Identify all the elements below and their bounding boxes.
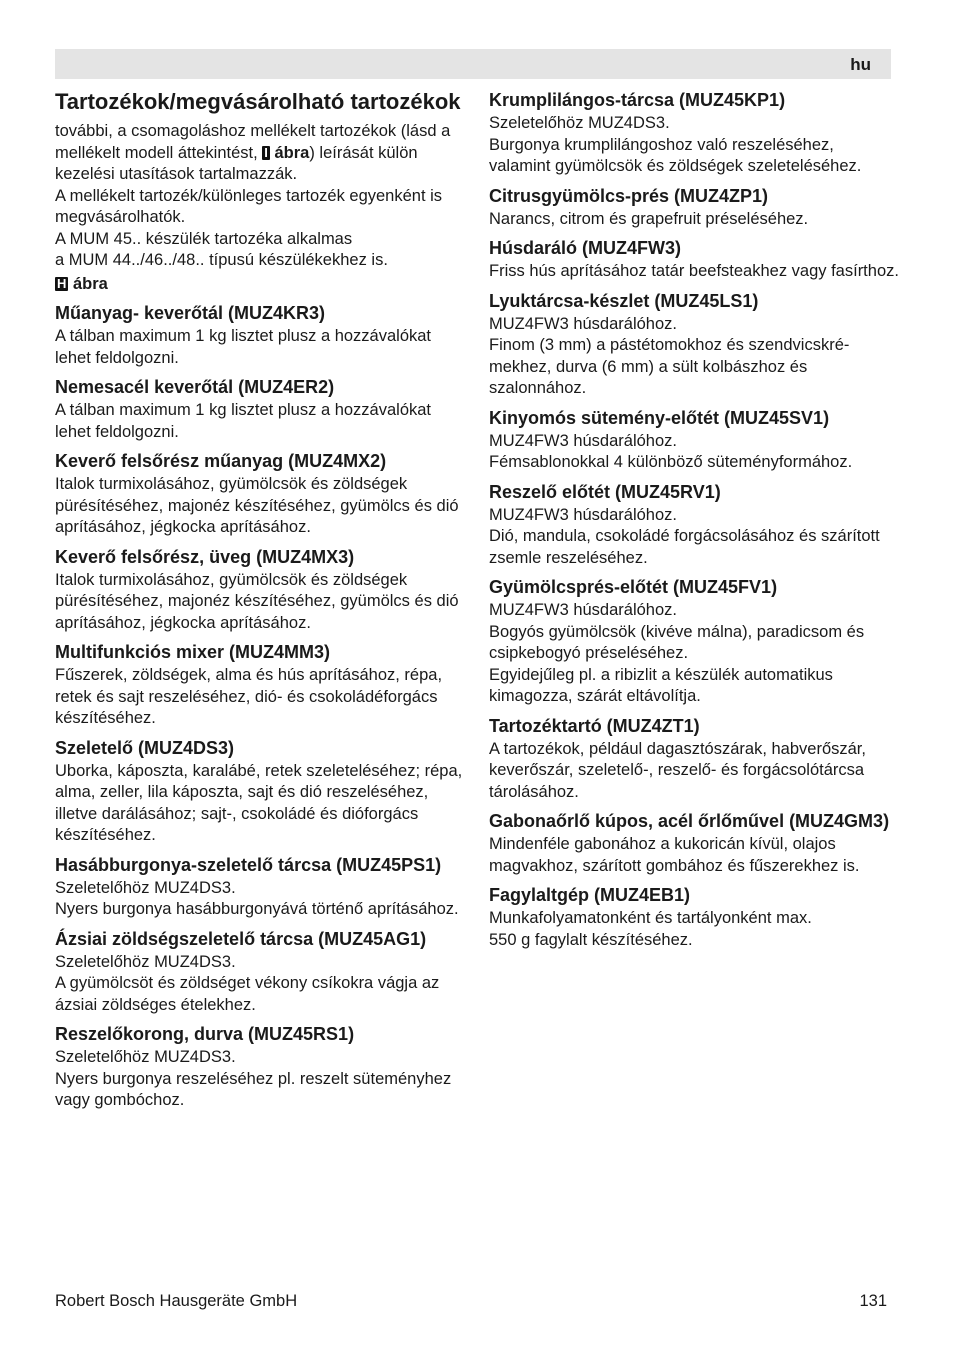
- accessory-title: Gyümölcsprés-előtét (MUZ45FV1): [489, 577, 778, 597]
- accessory-description: 550 g fagylalt készítéséhez.: [489, 930, 693, 949]
- accessory-title: Ázsiai zöldségszeletelő tárcsa (MUZ45AG1): [55, 928, 427, 949]
- accessory-description: Nyers burgonya hasábburgonyává történő aprításához.: [55, 900, 459, 918]
- accessory-description: A tartozékok, például dagasztószárak, habverőszár, keverőszár, szeletelő-, reszelő- és forgácsolótárcsa tárolásához.: [489, 739, 866, 801]
- accessory-description: MUZ4FW3 húsdarálóhoz.: [489, 314, 677, 333]
- figure-marker-icon: I: [264, 144, 268, 160]
- accessory-description: Bogyós gyümölcsök (kivéve málna), paradicsom és csipkebogyó préseléséhez.: [489, 622, 865, 662]
- accessory-description: Fémsablonokkal 4 különböző süteményformához.: [489, 453, 853, 471]
- accessory-title: Hasábburgonya-szeletelő tárcsa (MUZ45PS1): [55, 854, 442, 875]
- accessory-title: Citrusgyümölcs-prés (MUZ4ZP1): [489, 185, 769, 206]
- accessory-description: MUZ4FW3 húsdarálóhoz.: [489, 431, 677, 450]
- accessory-title: Keverő felsőrész műanyag (MUZ4MX2): [55, 451, 387, 471]
- accessory-description: Szeletelőhöz MUZ4DS3.: [489, 114, 670, 132]
- accessory-title: Reszelő előtét (MUZ45RV1): [489, 481, 721, 502]
- accessory-title: Reszelőkorong, durva (MUZ45RS1): [55, 1024, 355, 1044]
- intro-paragraph-3a: A MUM 45.. készülék tartozéka alkalmas: [55, 229, 353, 248]
- left-accessory-list: [55, 301, 465, 1112]
- left-column: [55, 88, 465, 1112]
- accessory-description: Nyers burgonya reszeléséhez pl. reszelt süteményhez vagy gombóchoz.: [55, 1069, 452, 1109]
- intro-paragraph-1: további, a csomagoláshoz mellékelt tartozékok (lásd a mellékelt modell áttekintést, I ábra) leírását külön kezelési utasítások tartalmazzák.: [55, 122, 451, 183]
- language-header-bar: [55, 49, 891, 79]
- accessory-description: Szeletelőhöz MUZ4DS3.: [55, 952, 236, 971]
- right-accessory-list: [489, 88, 899, 951]
- accessory-title: Kinyomós sütemény-előtét (MUZ45SV1): [489, 407, 830, 428]
- accessory-title: Krumplilángos-tárcsa (MUZ45KP1): [489, 90, 786, 110]
- accessory-title: Nemesacél keverőtál (MUZ4ER2): [55, 377, 335, 397]
- accessory-description: Szeletelőhöz MUZ4DS3.: [55, 1048, 236, 1066]
- accessory-description: A tálban maximum 1 kg lisztet plusz a hozzávalókat lehet feldolgozni.: [55, 327, 432, 367]
- accessory-title: Multifunkciós mixer (MUZ4MM3): [55, 642, 331, 662]
- accessory-title: Tartozéktartó (MUZ4ZT1): [489, 715, 700, 736]
- page-title: Tartozékok/megvásárolható tartozékok: [55, 89, 461, 114]
- figure-reference: H ábra: [57, 274, 108, 293]
- accessory-title: Gabonaőrlő kúpos, acél őrlőművel (MUZ4GM3): [489, 811, 890, 831]
- accessory-description: Dió, mandula, csokoládé forgácsolásához és szárított zsemle reszeléséhez.: [489, 527, 880, 567]
- accessory-description: Szeletelőhöz MUZ4DS3.: [55, 878, 236, 897]
- accessory-description: A tálban maximum 1 kg lisztet plusz a hozzávalókat lehet feldolgozni.: [55, 401, 432, 441]
- accessory-title: Lyuktárcsa-készlet (MUZ45LS1): [489, 290, 759, 311]
- accessory-description: Italok turmixolásához, gyümölcsök és zöldségek pürésítéséhez, majonéz készítéséhez, gyümölcs és dió aprításához, jégkocka aprításához.: [55, 475, 459, 536]
- accessory-description: Narancs, citrom és grapefruit préseléséhez.: [489, 209, 809, 228]
- right-column: [489, 88, 899, 951]
- accessory-title: Fagylaltgép (MUZ4EB1): [489, 885, 691, 905]
- accessory-description: Egyidejűleg pl. a ribizlit a készülék automatikus kimagozza, szárát eltávolítja.: [489, 665, 833, 705]
- accessory-description: Burgonya krumplilángoshoz való reszeléséhez, valamint gyümölcsök és zöldségek szeleteléséhez.: [489, 135, 862, 175]
- accessory-description: Mindenféle gabonához a kukoricán kívül, olajos magvakhoz, szárított gombához és fűszerekhez is.: [489, 835, 860, 875]
- accessory-title: Keverő felsőrész, üveg (MUZ4MX3): [55, 546, 355, 567]
- accessory-description: Munkafolyamatonként és tartályonként max.: [489, 909, 812, 927]
- page-number: 131: [859, 1292, 887, 1310]
- footer-company: Robert Bosch Hausgeräte GmbH: [55, 1292, 298, 1310]
- accessory-title: Műanyag- keverőtál (MUZ4KR3): [55, 303, 326, 323]
- figure-letter-icon: H: [57, 275, 67, 291]
- accessory-description: Fűszerek, zöldségek, alma és hús aprításához, répa, retek és sajt reszeléséhez, dió- és csokoládéforgács készítéséhez.: [55, 666, 443, 727]
- intro-paragraph-2: A mellékelt tartozék/különleges tartozék egyenként is megvásárolhatók.: [55, 186, 443, 226]
- accessory-title: Szeletelő (MUZ4DS3): [55, 737, 235, 758]
- accessory-title: Húsdaráló (MUZ4FW3): [489, 238, 682, 258]
- accessory-description: MUZ4FW3 húsdarálóhoz.: [489, 505, 677, 524]
- accessory-description: Friss hús aprításához tatár beefsteakhez vagy fasírthoz.: [489, 262, 899, 280]
- accessory-description: MUZ4FW3 húsdarálóhoz.: [489, 601, 677, 619]
- accessory-description: A gyümölcsöt és zöldséget vékony csíkokra vágja az ázsiai zöldséges ételekhez.: [55, 974, 440, 1014]
- language-code: hu: [850, 55, 871, 74]
- intro-paragraph-3b: a MUM 44../46../48.. típusú készülékekhez is.: [55, 251, 388, 269]
- accessory-description: Uborka, káposzta, karalábé, retek szeleteléséhez; répa, alma, zeller, lila káposzta, sajt és dió reszeléséhez, illetve darálásához; sajt-, csokoládé és dióforgács készítéséhez.: [55, 761, 463, 844]
- accessory-description: Finom (3 mm) a pástétomokhoz és szendvicskrémekhez, durva (6 mm) a sült kolbászhoz és szalonnához.: [489, 336, 850, 397]
- accessory-description: Italok turmixolásához, gyümölcsök és zöldségek pürésítéséhez, majonéz készítéséhez, gyümölcs és dió aprításához, jégkocka aprításához.: [55, 570, 459, 632]
